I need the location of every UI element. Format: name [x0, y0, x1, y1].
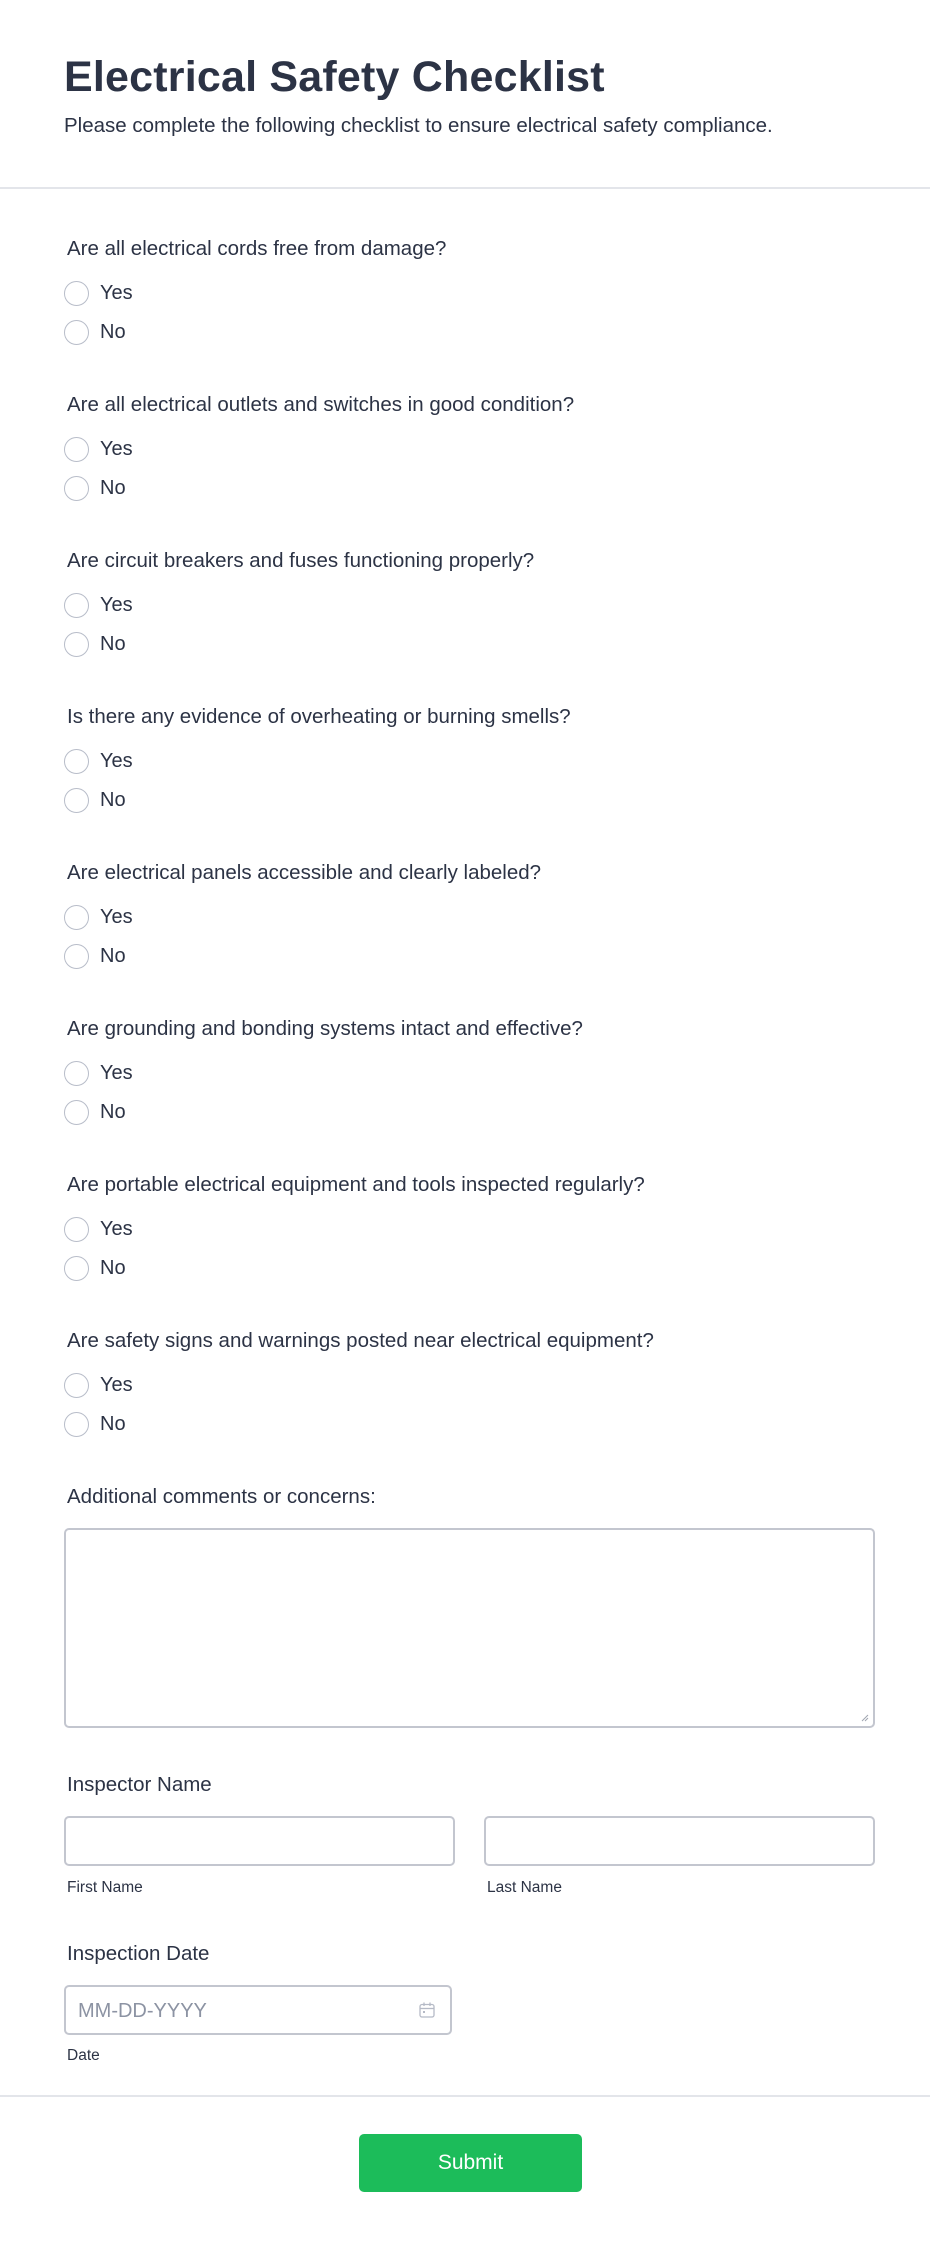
option-yes[interactable] — [64, 903, 133, 931]
question-label: Are safety signs and warnings posted near electrical equipment? — [67, 1329, 654, 1352]
question-label: Are all electrical outlets and switches in good condition? — [67, 393, 575, 416]
resize-handle-icon[interactable] — [859, 1712, 869, 1722]
option-label: Yes — [100, 594, 133, 616]
inspector-name-label: Inspector Name — [67, 1773, 212, 1796]
option-label: Yes — [100, 1374, 133, 1396]
option-no[interactable] — [64, 1098, 126, 1126]
radio-no[interactable] — [64, 944, 89, 969]
option-no[interactable] — [64, 786, 126, 814]
radio-yes[interactable] — [64, 437, 89, 462]
comments-label: Additional comments or concerns: — [67, 1485, 376, 1508]
radio-yes[interactable] — [64, 749, 89, 774]
radio-yes[interactable] — [64, 281, 89, 306]
last-name-input[interactable] — [484, 1816, 875, 1866]
option-label: No — [100, 1413, 126, 1435]
option-no[interactable] — [64, 630, 126, 658]
inspection-date-label: Inspection Date — [67, 1942, 210, 1965]
option-label: Yes — [100, 282, 133, 304]
date-input[interactable] — [64, 1985, 452, 2035]
radio-no[interactable] — [64, 320, 89, 345]
last-name-sublabel: Last Name — [487, 1879, 562, 1896]
option-label: Yes — [100, 438, 133, 460]
option-label: Yes — [100, 1062, 133, 1084]
option-label: Yes — [100, 750, 133, 772]
option-label: No — [100, 633, 126, 655]
option-label: Yes — [100, 906, 133, 928]
option-yes[interactable] — [64, 1371, 133, 1399]
option-label: No — [100, 1101, 126, 1123]
option-no[interactable] — [64, 1410, 126, 1438]
radio-no[interactable] — [64, 1100, 89, 1125]
radio-yes[interactable] — [64, 1217, 89, 1242]
question-label: Are portable electrical equipment and tools inspected regularly? — [67, 1173, 645, 1196]
option-no[interactable] — [64, 474, 126, 502]
option-yes[interactable] — [64, 1215, 133, 1243]
option-no[interactable] — [64, 942, 126, 970]
radio-yes[interactable] — [64, 1061, 89, 1086]
option-yes[interactable] — [64, 591, 133, 619]
form-subtitle: Please complete the following checklist to ensure electrical safety compliance. — [64, 114, 773, 137]
option-label: No — [100, 321, 126, 343]
radio-yes[interactable] — [64, 1373, 89, 1398]
footer-divider — [0, 2095, 930, 2097]
radio-yes[interactable] — [64, 593, 89, 618]
option-label: No — [100, 477, 126, 499]
radio-no[interactable] — [64, 788, 89, 813]
question-label: Are grounding and bonding systems intact and effective? — [67, 1017, 583, 1040]
option-label: Yes — [100, 1218, 133, 1240]
radio-no[interactable] — [64, 476, 89, 501]
question-label: Is there any evidence of overheating or burning smells? — [67, 705, 571, 728]
option-yes[interactable] — [64, 435, 133, 463]
submit-button[interactable]: Submit — [359, 2134, 582, 2192]
option-label: No — [100, 945, 126, 967]
radio-no[interactable] — [64, 632, 89, 657]
comments-textarea[interactable] — [64, 1528, 875, 1728]
calendar-icon[interactable] — [418, 2001, 436, 2019]
question-label: Are circuit breakers and fuses functioning properly? — [67, 549, 535, 572]
date-sublabel: Date — [67, 2047, 100, 2064]
radio-no[interactable] — [64, 1256, 89, 1281]
question-label: Are electrical panels accessible and clearly labeled? — [67, 861, 542, 884]
form-header — [0, 0, 930, 189]
form-title: Electrical Safety Checklist — [64, 53, 605, 101]
option-yes[interactable] — [64, 1059, 133, 1087]
date-placeholder: MM-DD-YYYY — [78, 2000, 207, 2022]
radio-yes[interactable] — [64, 905, 89, 930]
option-no[interactable] — [64, 318, 126, 346]
option-yes[interactable] — [64, 279, 133, 307]
radio-no[interactable] — [64, 1412, 89, 1437]
first-name-sublabel: First Name — [67, 1879, 143, 1896]
option-yes[interactable] — [64, 747, 133, 775]
question-label: Are all electrical cords free from damage? — [67, 237, 447, 260]
option-label: No — [100, 1257, 126, 1279]
option-no[interactable] — [64, 1254, 126, 1282]
first-name-input[interactable] — [64, 1816, 455, 1866]
option-label: No — [100, 789, 126, 811]
